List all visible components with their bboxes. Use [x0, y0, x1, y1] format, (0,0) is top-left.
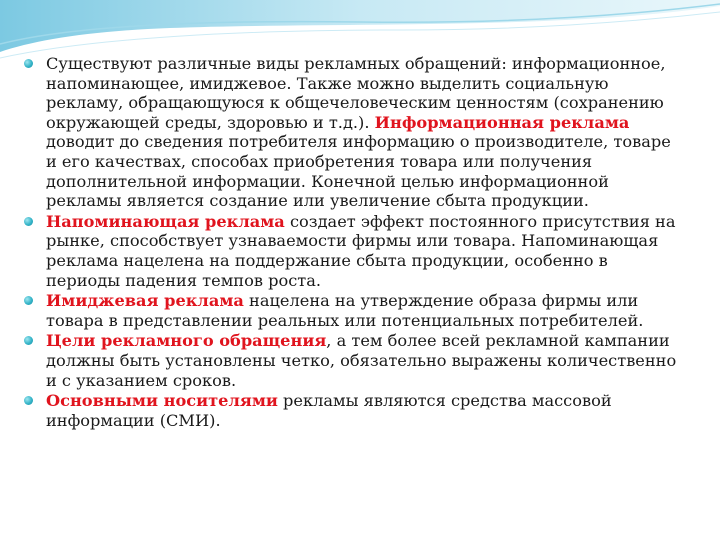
bullet-icon	[24, 296, 33, 305]
item-highlight: Имиджевая реклама	[46, 291, 244, 311]
bullet-icon	[24, 336, 33, 345]
item-highlight: Основными носителями	[46, 391, 278, 411]
bullet-icon	[24, 396, 33, 405]
list-item-image-advertising	[22, 291, 682, 330]
item-text-rest: создает эффект постоянного присутствия на рынке, способствует узнаваемости фирмы или товара. Напоминающая реклама нацелена на поддержание сбыта продукции, особенно в периоды падения темпов роста.	[46, 211, 676, 290]
item-text-rest: рекламы являются средства массовой информации (СМИ).	[46, 391, 612, 430]
list-item-advertising-types	[22, 54, 682, 211]
item-text-rest: нацелена на утверждение образа фирмы или товара в представлении реальных или потенциальных потребителей.	[46, 291, 644, 330]
item-highlight: Информационная реклама	[374, 112, 630, 132]
bullet-icon	[24, 59, 33, 68]
item-text: Существуют различные виды рекламных обращений: информационное, напоминающее, имиджевое. Также можно выделить социальную рекламу, обращающуюся к общечеловеческим ценностям (сохранению окружающей среды, здоровью и т.д.).	[46, 54, 666, 132]
item-text-rest: , а тем более всей рекламной кампании должны быть установлены четко, обязательно выражены количественно и с указанием сроков.	[46, 331, 677, 390]
item-text-rest: доводит до сведения потребителя информацию о производителе, товаре и его качествах, способах приобретения товара или получения дополнительной информации. Конечной целью информационной рекламы является создание или увеличение сбыта продукции.	[46, 132, 671, 211]
item-highlight: Цели рекламного обращения	[46, 331, 327, 351]
list-item-campaign-goals	[22, 331, 682, 390]
list-item-reminder-advertising	[22, 212, 682, 290]
list-item-main-carriers	[22, 391, 682, 430]
bullet-icon	[24, 217, 33, 226]
item-highlight: Напоминающая реклама	[46, 211, 285, 231]
bullet-list	[22, 54, 682, 431]
